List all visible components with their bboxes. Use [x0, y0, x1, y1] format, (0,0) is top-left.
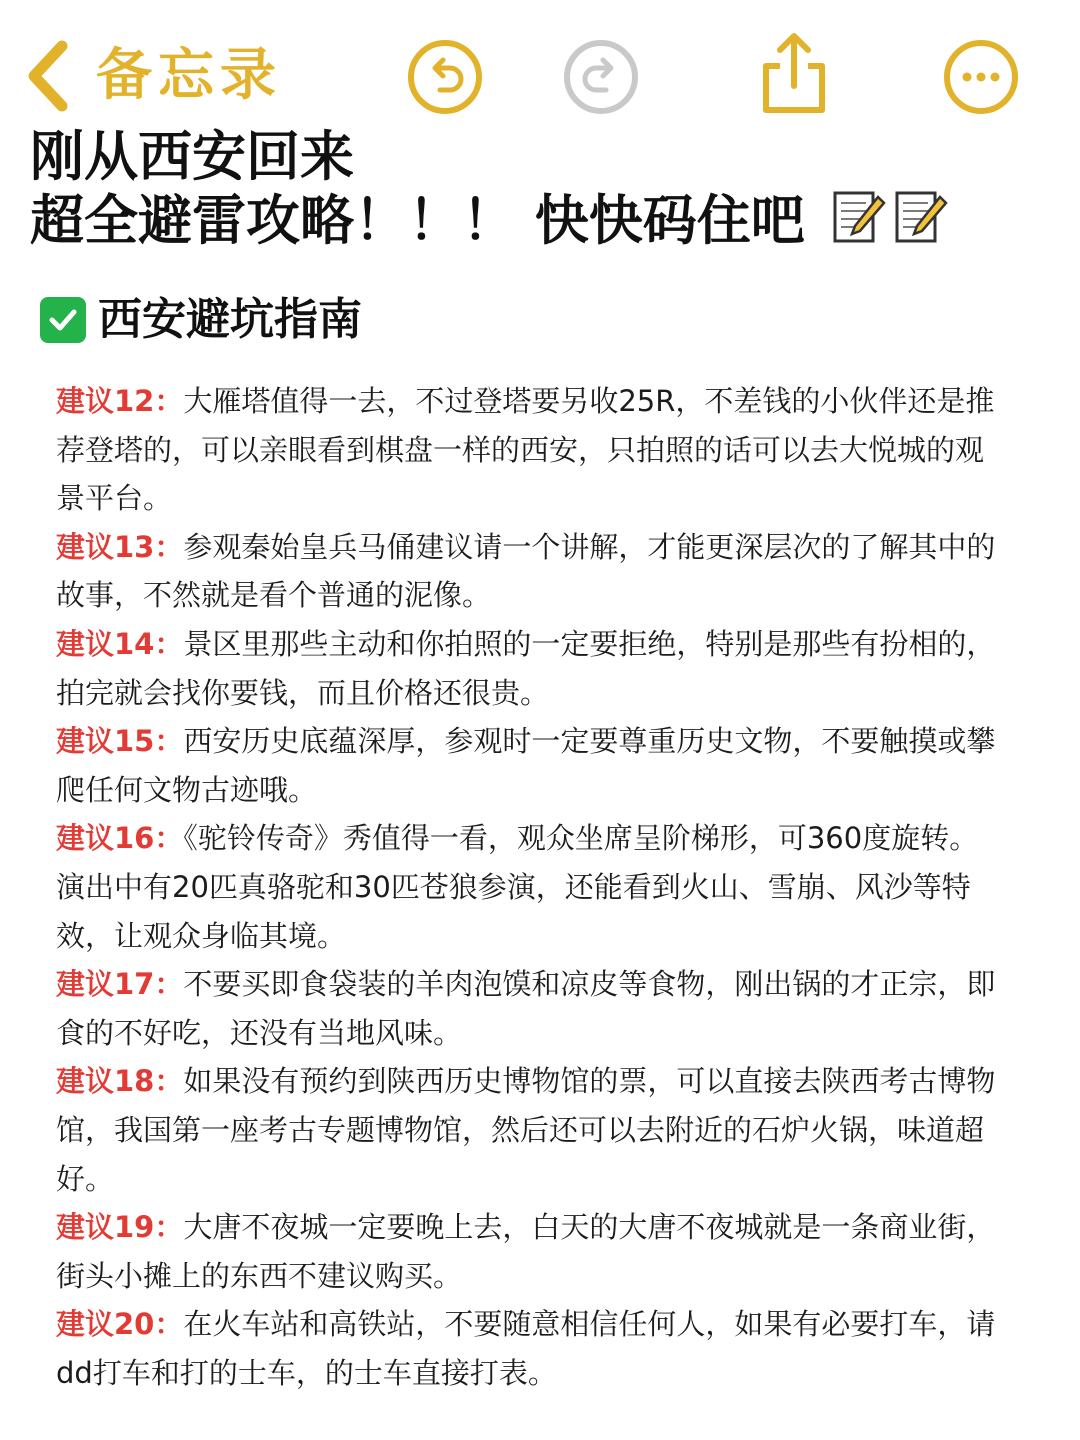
- share-button[interactable]: [752, 30, 836, 116]
- title-line-1: 刚从西安回来: [30, 125, 354, 188]
- tip-label: 建议15：: [56, 724, 184, 759]
- tip-text: 在火车站和高铁站，不要随意相信任何人，如果有必要打车，请dd打车和打的士车，的士车直接打表。: [56, 1307, 996, 1390]
- back-button[interactable]: [26, 38, 282, 114]
- tip-label: 建议18：: [56, 1064, 184, 1099]
- redo-button[interactable]: [562, 38, 640, 116]
- tip-item: [56, 960, 1006, 1057]
- chevron-left-icon: [26, 40, 70, 112]
- tip-text: 景区里那些主动和你拍照的一定要拒绝，特别是那些有扮相的，拍完就会找你要钱，而且价格还很贵。: [56, 626, 996, 710]
- tips-list: [56, 377, 1006, 1397]
- title-line-2-wrap: [30, 189, 1050, 253]
- tip-text: 《驼铃传奇》秀值得一看，观众坐席呈阶梯形，可360度旋转。演出中有20匹真骆驼和30匹苍狼参演，还能看到火山、雪崩、风沙等特效，让观众身临其境。: [56, 821, 979, 953]
- tip-item: [56, 814, 1006, 960]
- title-line-2: 超全避雷攻略！！！ 快快码住吧: [30, 189, 805, 252]
- tip-label: 建议13：: [56, 529, 184, 564]
- tip-text: 参观秦始皇兵马俑建议请一个讲解，才能更深层次的了解其中的故事，不然就是看个普通的泥像。: [56, 529, 996, 613]
- tip-text: 不要买即食袋装的羊肉泡馍和凉皮等食物，刚出锅的才正宗，即食的不好吃，还没有当地风味。: [56, 967, 996, 1050]
- tip-item: [56, 377, 1006, 523]
- tip-text: 大唐不夜城一定要晚上去，白天的大唐不夜城就是一条商业街，街头小摊上的东西不建议购买。: [56, 1210, 996, 1293]
- check-mark-icon: [40, 297, 86, 343]
- section-title: 西安避坑指南: [98, 294, 362, 345]
- section-header: [40, 292, 362, 348]
- tip-item: [56, 620, 1006, 717]
- note-title: [30, 125, 1050, 253]
- tip-item: [56, 523, 1006, 620]
- tip-label: 建议16：: [56, 821, 184, 856]
- tip-text: 如果没有预约到陕西历史博物馆的票，可以直接去陕西考古博物馆，我国第一座考古专题博物馆，然后还可以去附近的石炉火锅，味道超好。: [56, 1064, 996, 1196]
- undo-icon: [406, 38, 484, 116]
- tip-text: 西安历史底蕴深厚，参观时一定要尊重历史文物，不要触摸或攀爬任何文物古迹哦。: [56, 724, 996, 807]
- more-button[interactable]: [942, 38, 1020, 116]
- tip-item: [56, 1300, 1006, 1397]
- tip-label: 建议12：: [56, 384, 184, 418]
- back-label: 备忘录: [96, 43, 282, 108]
- tip-label: 建议20：: [56, 1307, 184, 1342]
- tip-text: 大雁塔值得一去，不过登塔要另收25R，不差钱的小伙伴还是推荐登塔的，可以亲眼看到棋盘一样的西安，只拍照的话可以去大悦城的观景平台。: [56, 384, 995, 516]
- tip-item: [56, 1203, 1006, 1300]
- tip-label: 建议17：: [56, 967, 184, 1002]
- memo-icon: [892, 189, 948, 245]
- tip-item: [56, 717, 1006, 814]
- more-icon: [942, 38, 1020, 116]
- share-icon: [752, 30, 836, 116]
- tip-label: 建议19：: [56, 1210, 184, 1245]
- tip-label: 建议14：: [56, 626, 184, 661]
- memo-icon: [830, 189, 886, 245]
- undo-button[interactable]: [406, 38, 484, 116]
- tip-item: [56, 1057, 1006, 1203]
- redo-icon: [562, 38, 640, 116]
